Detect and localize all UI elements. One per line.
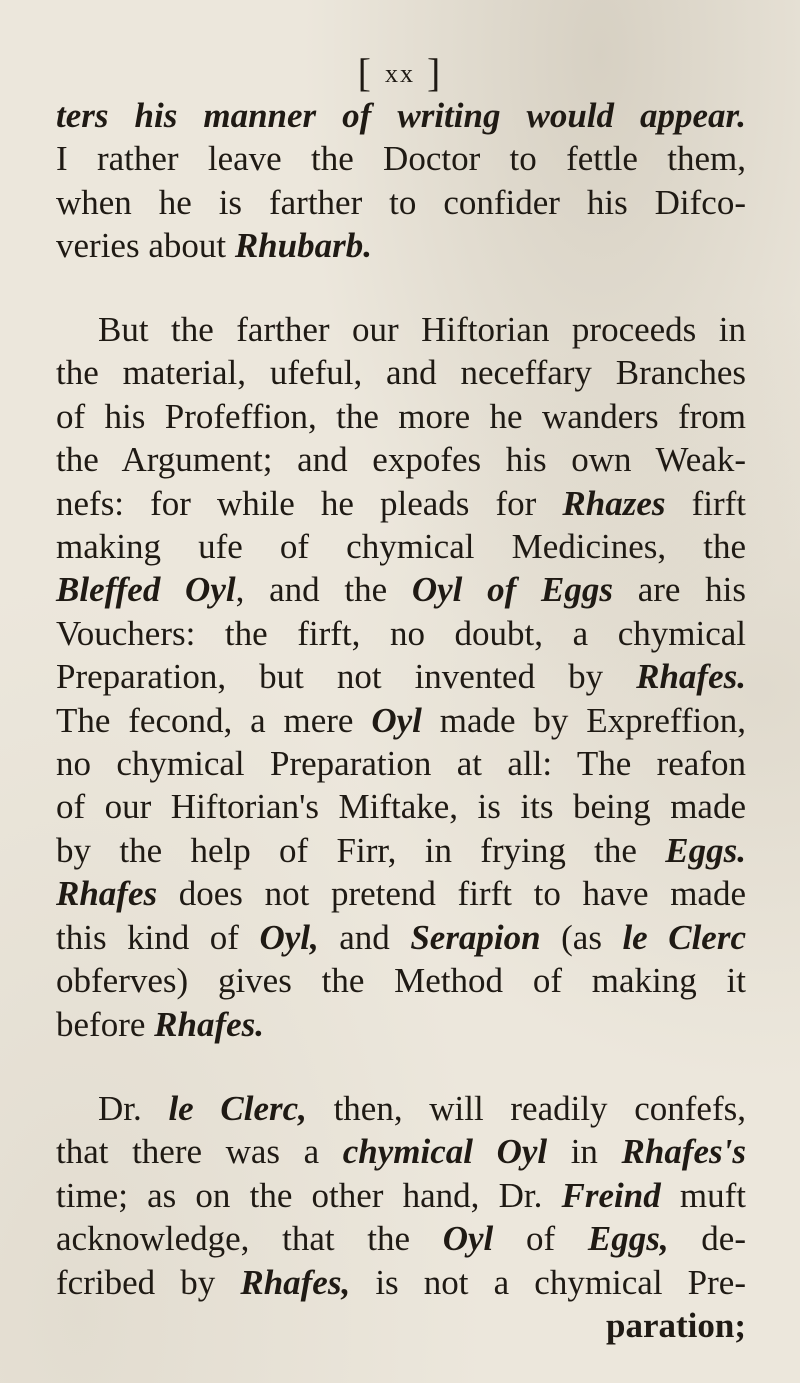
text-line (56, 1130, 746, 1173)
paragraph-3 (56, 1087, 746, 1347)
text-line: the material, ufeful, and neceffary Branches (56, 353, 746, 393)
plain-text: before (56, 1004, 155, 1044)
catchword: paration; (606, 1306, 746, 1346)
italic-text: Freind (561, 1175, 661, 1215)
text-line: I rather leave the Doctor to fettle them, (56, 139, 746, 179)
plain-text: The fecond, a mere (56, 700, 372, 740)
italic-text: Oyl, (259, 917, 319, 957)
text-line (56, 224, 746, 267)
italic-text: ters his manner of writing would appear. (56, 96, 746, 135)
paragraph-1 (56, 94, 746, 268)
text-line (56, 872, 746, 915)
text-line: of his Profeffion, the more he wanders from (56, 396, 746, 436)
plain-text: Dr. (98, 1089, 169, 1128)
italic-text: le Clerc, (168, 1089, 307, 1128)
plain-text: of (493, 1219, 588, 1259)
italic-text: Oyl of Eggs (411, 570, 613, 610)
italic-text: Serapion (410, 917, 541, 957)
plain-text: and (318, 917, 411, 957)
italic-text: le Clerc (622, 917, 746, 957)
plain-text: in (547, 1132, 622, 1172)
plain-text: time; as on the other hand, Dr. (56, 1175, 562, 1215)
plain-text: does not pretend firft to have made (157, 874, 746, 914)
page-number (0, 48, 800, 99)
text-line (56, 699, 746, 742)
plain-text: fcribed by (56, 1262, 241, 1302)
text-line: obferves) gives the Method of making it (56, 961, 746, 1001)
plain-text: made by Expreffion, (421, 700, 747, 740)
plain-text: acknowledge, that the (56, 1219, 443, 1259)
text-line (56, 568, 746, 611)
italic-text: Rhafes. (154, 1004, 265, 1044)
plain-text: Preparation, but not invented by (56, 657, 637, 697)
text-line (56, 655, 746, 698)
plain-text: nefs: for while he pleads for (56, 483, 563, 523)
text-line (56, 1217, 746, 1260)
plain-text: are his (612, 570, 747, 610)
plain-text: de- (668, 1219, 746, 1259)
italic-text: Rhafes's (621, 1132, 746, 1172)
plain-text: firft (665, 483, 746, 523)
text-line (56, 482, 746, 525)
text-line: making ufe of chymical Medicines, the (56, 527, 746, 567)
italic-text: Eggs, (587, 1219, 669, 1259)
paragraph-2 (56, 308, 746, 1046)
italic-text: Rhafes. (636, 657, 746, 697)
plain-text: is not a chymical Pre- (350, 1262, 746, 1302)
text-line: when he is farther to confider his Difco- (56, 182, 746, 222)
text-line: But the farther our Hiftorian proceeds in (98, 310, 746, 349)
text-line (56, 916, 746, 959)
open-bracket: [ (357, 50, 373, 95)
text-line: the Argument; and expofes his own Weak- (56, 440, 746, 480)
italic-text: Rhafes, (240, 1262, 351, 1302)
text-line (56, 94, 746, 137)
plain-text: , and the (235, 570, 412, 610)
plain-text: muft (660, 1175, 746, 1215)
text-line: no chymical Preparation at all: The reafon (56, 744, 746, 784)
text-line (56, 1003, 746, 1046)
italic-text: Rhafes (56, 874, 158, 914)
plain-text: by the help of Firr, in frying the (56, 830, 666, 870)
close-bracket: ] (427, 50, 443, 95)
text-line: of our Hiftorian's Miftake, is its being made (56, 787, 746, 827)
italic-text: Bleffed Oyl (56, 570, 236, 610)
plain-text: that there was a (56, 1132, 343, 1172)
folio-number: xx (385, 59, 415, 88)
italic-text: Eggs. (665, 830, 746, 870)
text-line (56, 1261, 746, 1304)
text-line (56, 1087, 746, 1130)
text-line: Vouchers: the firft, no doubt, a chymical (56, 613, 746, 653)
text-line (56, 829, 746, 872)
italic-text: Oyl (371, 700, 422, 740)
plain-text: then, will readily confefs, (306, 1089, 746, 1128)
text-line (56, 1174, 746, 1217)
italic-text: chymical Oyl (342, 1132, 548, 1172)
plain-text: this kind of (56, 917, 260, 957)
plain-text: (as (540, 917, 623, 957)
italic-text: Rhubarb. (234, 226, 372, 266)
plain-text: veries about (56, 226, 235, 266)
italic-text: Rhazes (562, 483, 666, 523)
italic-text: Oyl (442, 1219, 494, 1259)
